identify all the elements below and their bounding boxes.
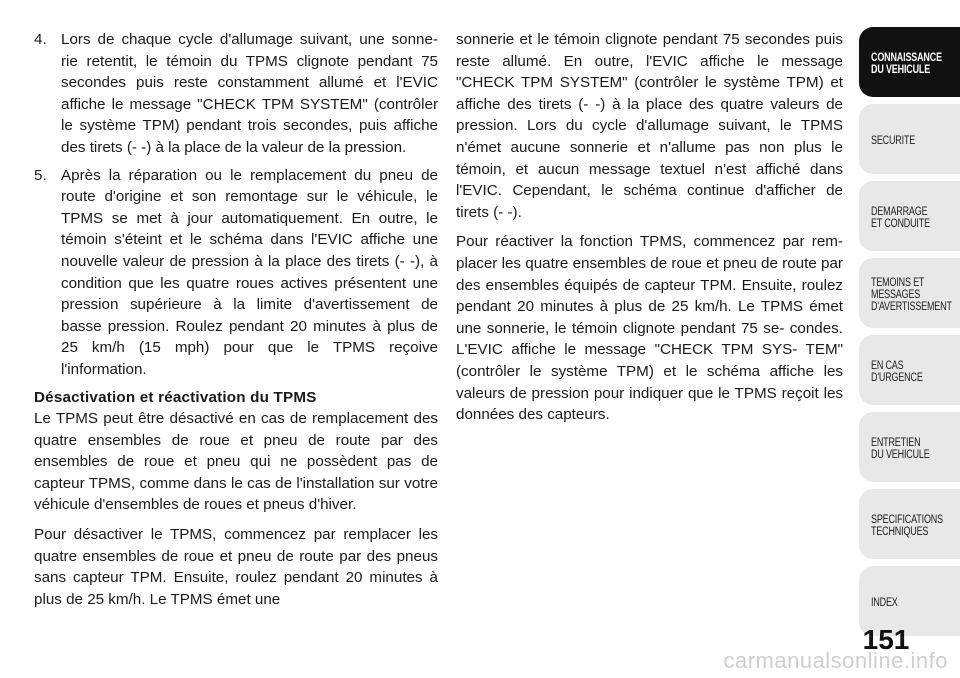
list-item-text: Après la réparation ou le remplacement du pneu de route d'origine et son remontage sur le véhicule, le TPMS se met à jour automatiquement. En outre, le témoin s'éteint et le schéma dans l'EVIC affiche une nouvelle valeur de pression à la place des tirets (- -), à condition que les quatre roues actives présentent une pression supérieure à la limite d'avertissement de basse pression. Roulez pendant 20 minutes à plus de 25 km/h (15 mph) pour que le TPMS reçoive l'information.	[61, 166, 438, 378]
right-column	[456, 29, 843, 434]
list-item-4	[34, 29, 438, 159]
tab-label: DEMARRAGE ET CONDUITE	[871, 206, 930, 230]
tab-entretien-du-vehicule[interactable]	[859, 412, 960, 482]
page-number: 151	[862, 624, 910, 655]
tab-specifications-techniques[interactable]	[859, 489, 960, 559]
paragraph: Pour désactiver le TPMS, commencez par remplacer les quatre ensembles de roue et pneu de route par des pneus sans capteur TPM. Ensuite, roulez pendant 20 minutes à plus de 25 km/h. Le TPMS émet une	[34, 526, 438, 608]
tab-label: INDEX	[871, 597, 898, 609]
paragraph: Pour réactiver la fonction TPMS, commencez par rem- placer les quatre ensembles de roue et pneu de route par des ensembles équipés de capteur TPM. Ensuite, roulez pendant 20 minutes à plus de 25 km/h. Le TPMS émet une sonnerie, le témoin clignote pendant 75 se- condes. L'EVIC affiche le message "CHECK TPM SYS- TEM" (contrôler le système TPM) et le schéma affiche les valeurs de pression pour indiquer que le TPMS reçoit les données des capteurs.	[456, 233, 843, 424]
list-item-text: Lors de chaque cycle d'allumage suivant, une sonne- rie retentit, le témoin du TPMS clignote pendant 75 secondes puis reste constamment allumé et l'EVIC affiche le message "CHECK TPM SYSTEM" (contrôler le système TPM) pendant trois secondes, puis affiche des tirets (- -) à la place de la valeur de la pression.	[61, 31, 438, 156]
tab-label: ENTRETIEN DU VEHICULE	[871, 437, 930, 461]
tab-en-cas-durgence[interactable]	[859, 335, 960, 405]
tab-demarrage-et-conduite[interactable]	[859, 181, 960, 251]
section-heading: Désactivation et réactivation du TPMS	[34, 388, 317, 406]
tab-temoins-et-messages[interactable]	[859, 258, 960, 328]
tab-label: SPECIFICATIONS TECHNIQUES	[871, 514, 943, 538]
tab-label: TEMOINS ET MESSAGES D'AVERTISSEMENT	[871, 277, 952, 313]
paragraph: Le TPMS peut être désactivé en cas de remplacement des quatre ensembles de roue et pneu de route par des ensembles de roue et pneu qui ne possèdent pas de capteur TPMS, comme dans le cas de l'installation sur votre véhicule d'ensembles de roues et pneus d'hiver.	[34, 410, 438, 514]
watermark: carmanualsonline.info	[723, 648, 948, 673]
tab-label: CONNAISSANCE DU VEHICULE	[871, 52, 942, 76]
tab-label: SECURITE	[871, 135, 916, 147]
list-number: 4.	[34, 31, 47, 48]
left-column	[34, 29, 438, 618]
tab-connaissance-du-vehicule[interactable]	[859, 27, 960, 97]
list-number: 5.	[34, 166, 47, 184]
list-item-5	[34, 165, 438, 381]
tab-securite[interactable]	[859, 104, 960, 174]
paragraph: sonnerie et le témoin clignote pendant 75 secondes puis reste allumé. En outre, l'EVIC affiche le message "CHECK TPM SYSTEM" (contrôler le système TPM) et affiche des tirets (- -) à la place des quatre valeurs de pression. Lors du cycle d'allumage suivant, le TPMS n'émet aucune sonnerie et n'allume pas non plus le témoin, et aucun message textuel n'est affiché dans l'EVIC. Cependant, le schéma continue d'afficher de tirets (- -).	[456, 31, 843, 221]
tab-label: EN CAS D'URGENCE	[871, 360, 923, 384]
